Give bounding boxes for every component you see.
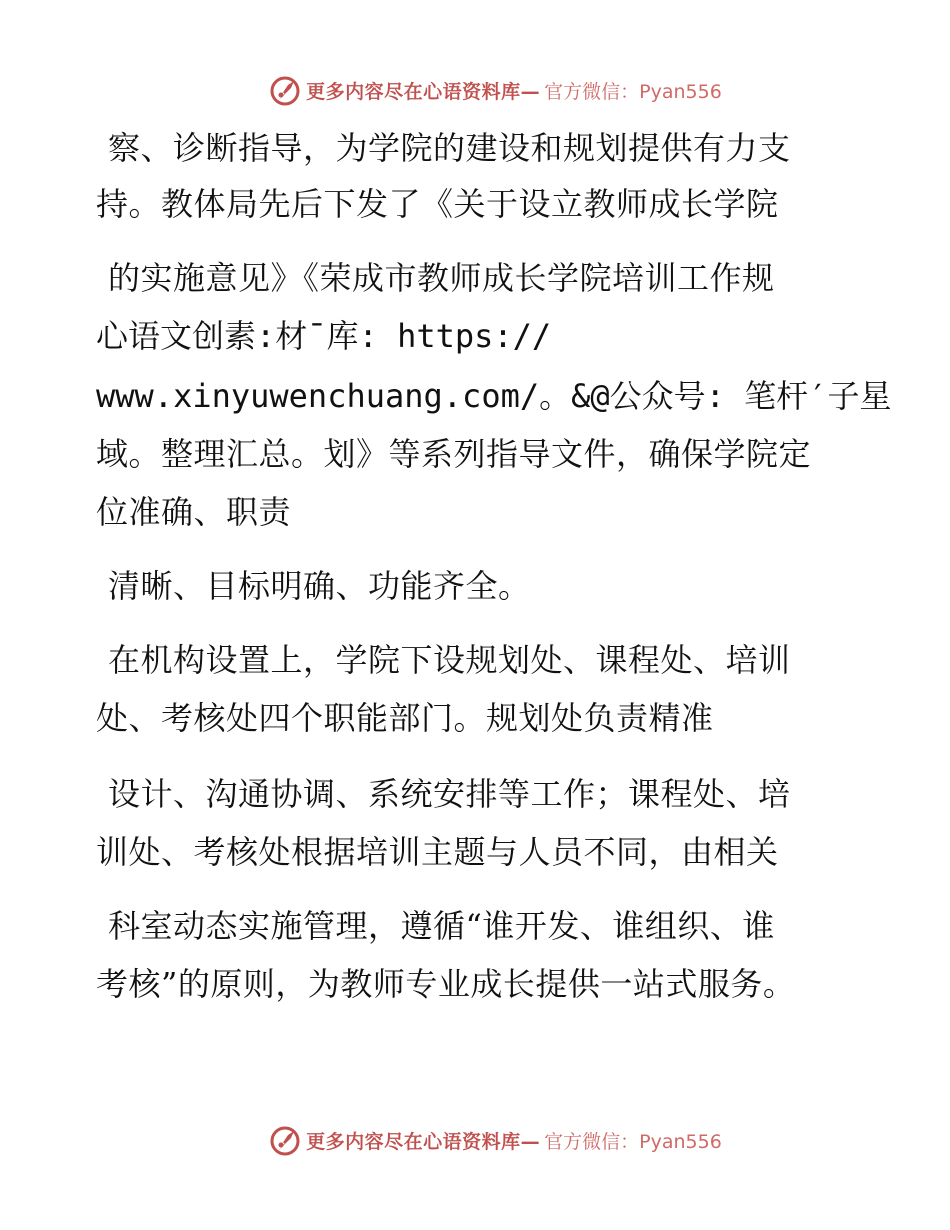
text-line-9: 在机构设置上，学院下设规划处、课程处、培训 bbox=[108, 641, 791, 679]
header-banner-text: 更多内容尽在心语资料库— bbox=[306, 80, 541, 103]
footer-banner bbox=[0, 1120, 950, 1160]
footer-banner-text: 更多内容尽在心语资料库— bbox=[306, 1130, 541, 1153]
text-line-14: 考核”的原则，为教师专业成长提供一站式服务。 bbox=[96, 965, 796, 1003]
text-line-7: 位准确、职责 bbox=[96, 493, 292, 531]
text-line-8: 清晰、目标明确、功能齐全。 bbox=[108, 567, 531, 605]
text-line-10: 处、考核处四个职能部门。规划处负责精准 bbox=[96, 699, 714, 737]
footer-banner-content bbox=[228, 1123, 722, 1157]
header-banner bbox=[0, 70, 950, 110]
footer-wechat-text: 官方微信：Pyan556 bbox=[544, 1130, 722, 1153]
text-line-6: 域。整理汇总。划》等系列指导文件，确保学院定 bbox=[96, 435, 812, 473]
header-wechat-text: 官方微信：Pyan556 bbox=[544, 80, 722, 103]
text-line-13: 科室动态实施管理，遵循“谁开发、谁组织、谁 bbox=[108, 907, 775, 945]
text-line-5: www.xinyuwenchuang.com/。&@公众号: 笔杆′子星 bbox=[96, 377, 892, 415]
quill-pen-logo-icon bbox=[268, 1123, 302, 1157]
text-line-4: 心语文创素:材¯库: https:// bbox=[96, 317, 552, 355]
header-banner-content bbox=[228, 73, 722, 107]
quill-pen-logo-icon bbox=[268, 73, 302, 107]
text-line-3: 的实施意见》《荣成市教师成长学院培训工作规 bbox=[108, 259, 775, 297]
text-line-11: 设计、沟通协调、系统安排等工作；课程处、培 bbox=[108, 775, 791, 813]
text-line-2: 持。教体局先后下发了《关于设立教师成长学院 bbox=[96, 185, 779, 223]
text-line-1: 察、诊断指导，为学院的建设和规划提供有力支 bbox=[108, 129, 791, 167]
text-line-12: 训处、考核处根据培训主题与人员不同，由相关 bbox=[96, 833, 779, 871]
